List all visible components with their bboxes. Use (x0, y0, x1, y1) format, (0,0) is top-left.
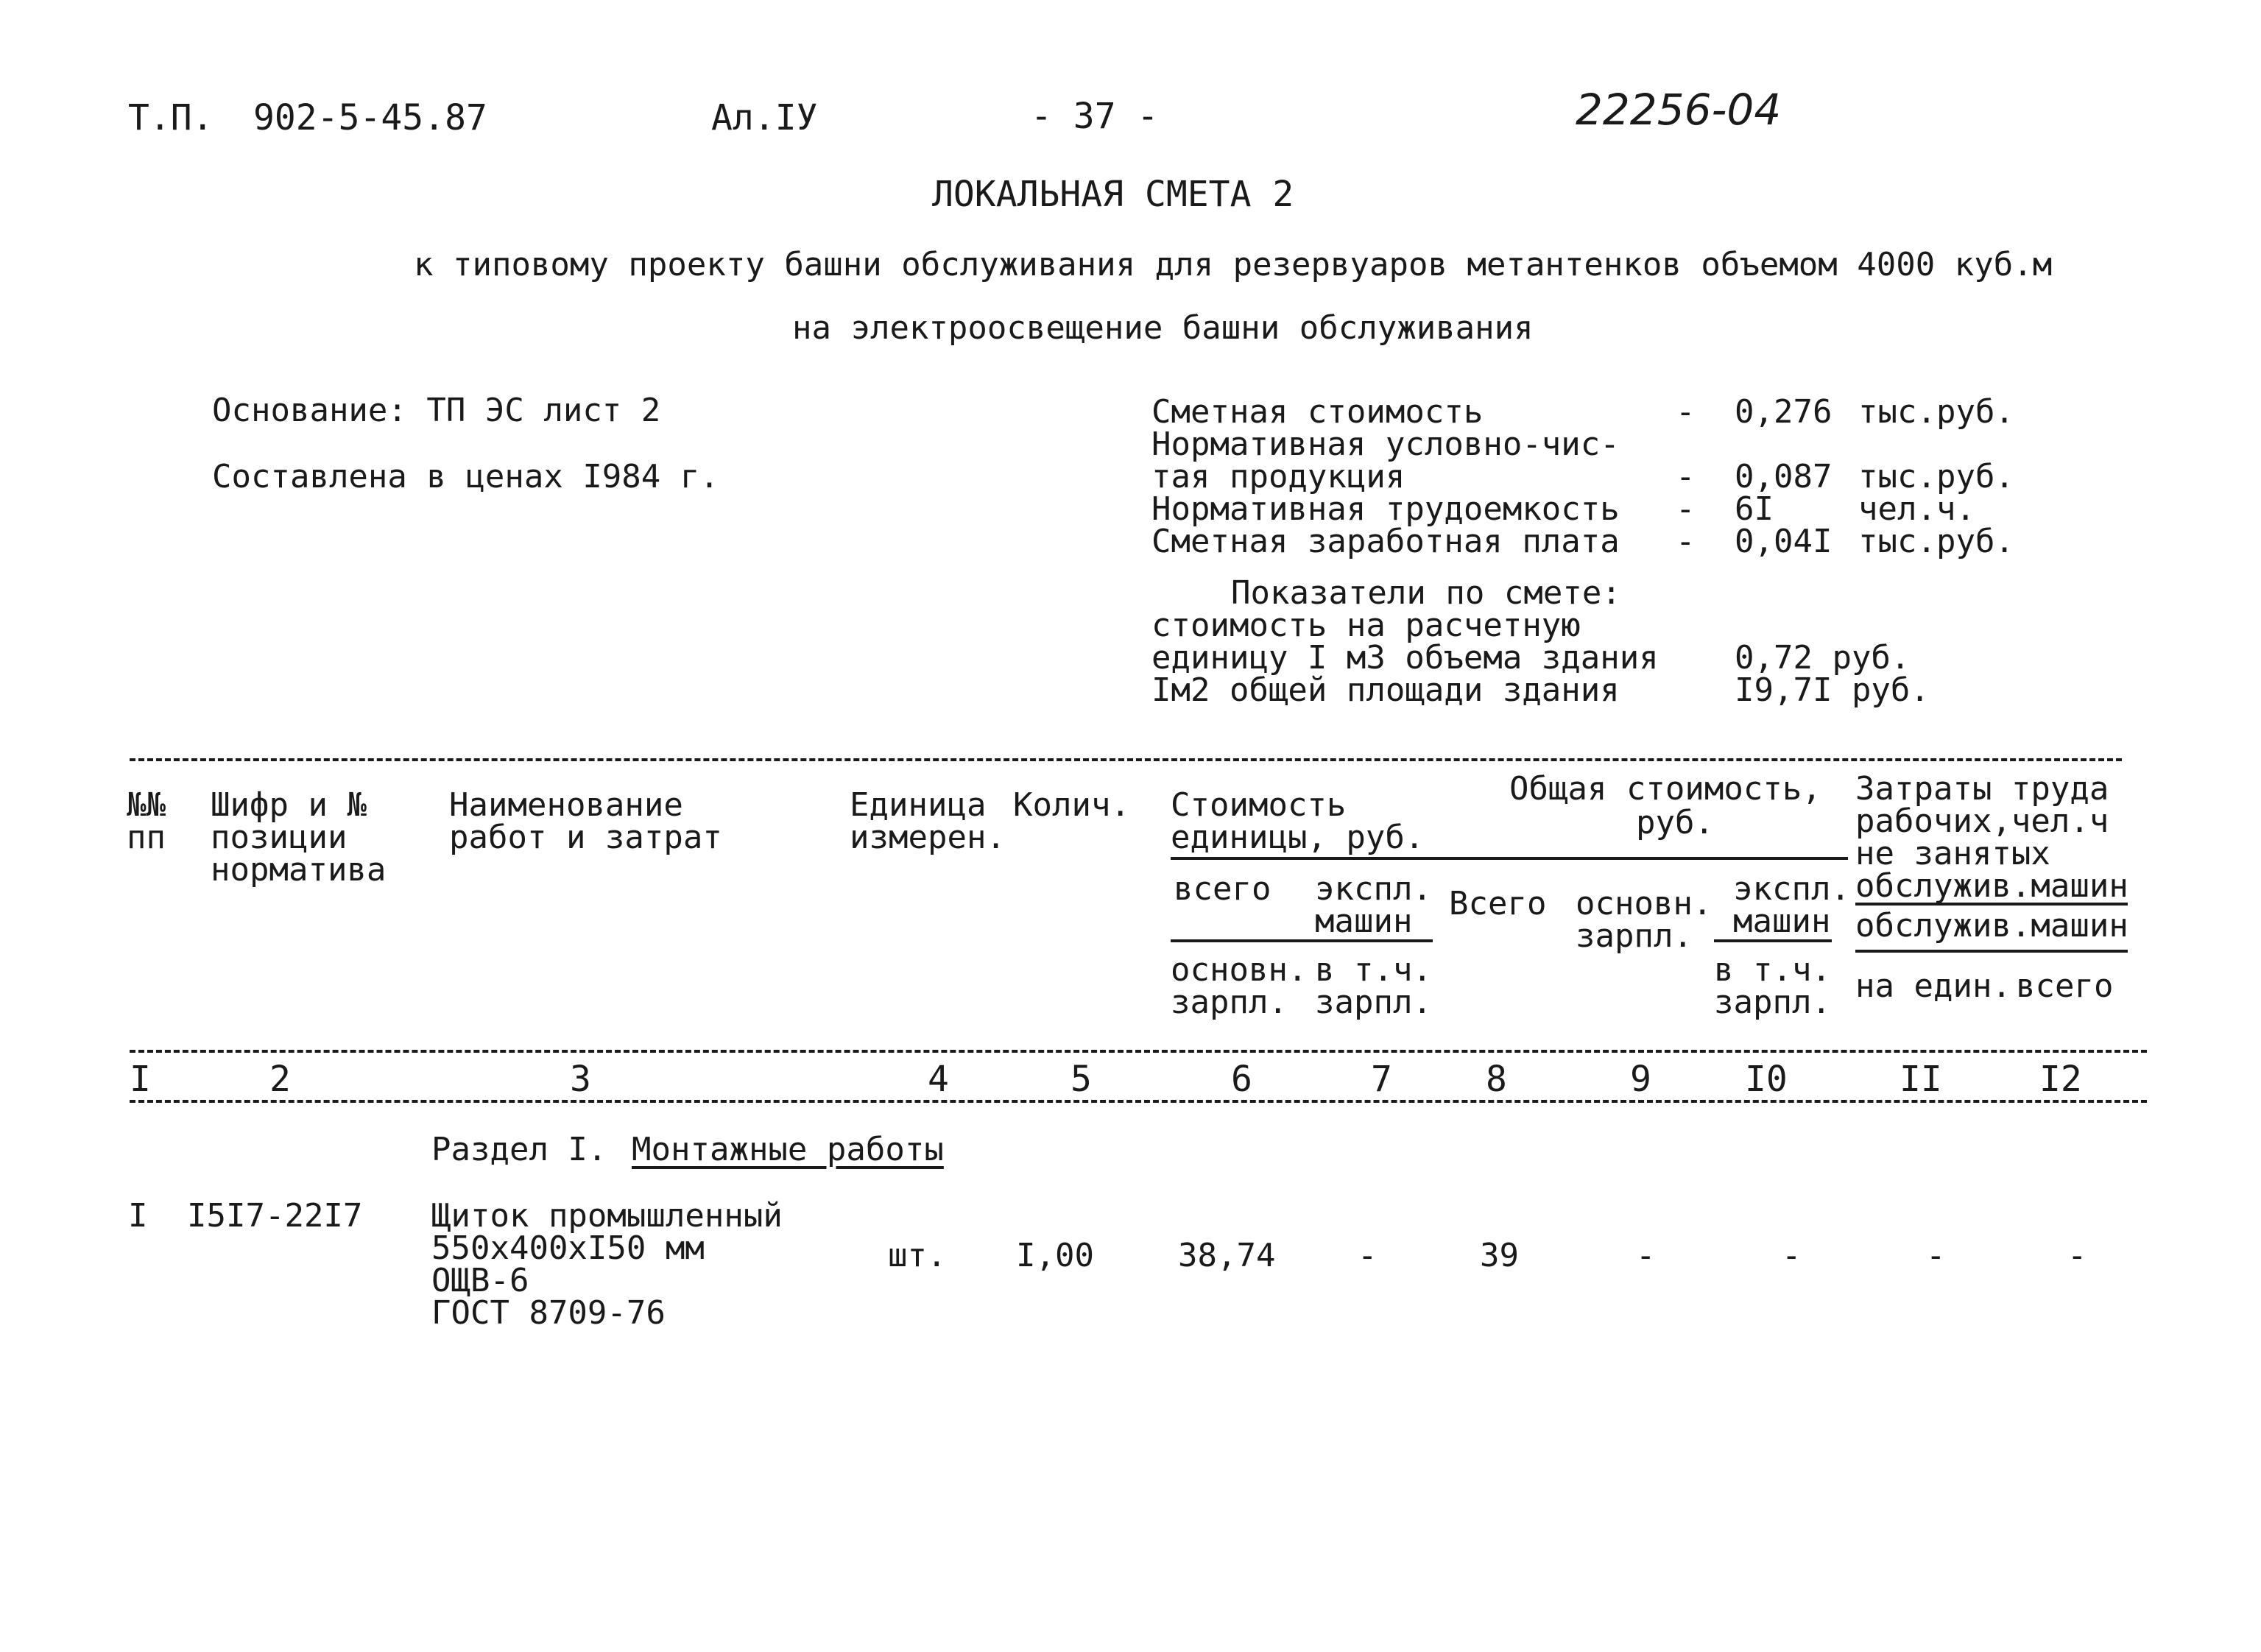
rule-unit-mach (1171, 939, 1433, 942)
per-unit-line2: единицу I м3 объема здания (1151, 639, 1659, 677)
page-title: ЛОКАЛЬНАЯ СМЕТА 2 (932, 174, 1294, 215)
row-total: 39 (1480, 1237, 1519, 1274)
column-number: I (130, 1059, 151, 1100)
header-col3: Наименование (449, 786, 683, 824)
per-unit-line3: Iм2 общей площади здания (1151, 671, 1620, 709)
header-labor: обслужив.машин (1855, 907, 2128, 945)
column-number: 5 (1070, 1059, 1092, 1100)
rule-labor-2 (1855, 950, 2128, 953)
header-labor-total: всего (2016, 967, 2114, 1005)
header-cost-unit-incl: зарпл. (1315, 984, 1432, 1021)
indicator-value: 0,04I (1735, 523, 1833, 560)
row-unit-cost: 38,74 (1178, 1237, 1276, 1274)
header-cost-unit: Стоимость (1171, 786, 1347, 824)
row-total-mach: - (1782, 1237, 1802, 1274)
header-project-number: 902-5-45.87 (253, 97, 487, 138)
header-labor-per-unit: на един. (1855, 967, 2011, 1005)
header-total-all: Всего (1449, 885, 1547, 922)
row-labor-total: - (2067, 1237, 2087, 1274)
indicator-value: 6I (1735, 490, 1774, 528)
row-name-line: Щиток промышленный (431, 1197, 783, 1235)
header-cost-unit-mach: экспл. (1315, 870, 1432, 908)
row-unit: шт. (888, 1237, 947, 1274)
column-number: 3 (570, 1059, 591, 1100)
header-labor: обслужив.машин (1855, 867, 2128, 905)
row-name-line: ГОСТ 8709-76 (431, 1294, 666, 1332)
column-numbers-top-rule (130, 1050, 2147, 1053)
header-cost-unit-total: всего (1174, 870, 1271, 908)
per-unit-line1: стоимость на расчетную (1151, 607, 1581, 644)
basis-text: Основание: ТП ЭС лист 2 (212, 392, 661, 429)
row-unit-mach: - (1358, 1237, 1378, 1274)
column-number: 8 (1486, 1059, 1507, 1100)
header-col3: работ и затрат (449, 819, 722, 856)
header-total-incl: зарпл. (1714, 984, 1831, 1021)
indicator-label: Нормативная условно-чис- (1151, 426, 1620, 463)
indicator-label: Сметная стоимость (1151, 393, 1484, 431)
table-top-rule (130, 758, 2122, 761)
indicator-value: 0,276 (1735, 393, 1833, 431)
rule-total-mach (1714, 939, 1832, 942)
header-col2: позиции (211, 819, 348, 856)
section-prefix: Раздел I. (431, 1131, 607, 1168)
indicator-dash: - (1676, 458, 1696, 495)
header-album: Ал.IУ (711, 97, 818, 138)
header-col2: норматива (211, 851, 387, 889)
title-subtitle: к типовому проекту башни обслуживания для резервуаров метантенков объемом 4000 куб.м (414, 246, 2053, 283)
price-basis-text: Составлена в ценах I984 г. (212, 458, 719, 495)
column-numbers-bottom-rule (130, 1100, 2147, 1103)
header-total-cost: руб. (1636, 804, 1714, 841)
header-col5: Колич. (1013, 786, 1130, 824)
column-number: I2 (2039, 1059, 2082, 1100)
indicator-value: 0,087 (1735, 458, 1833, 495)
row-name-line: ОЩВ-6 (431, 1262, 529, 1299)
rule-cost-unit (1171, 857, 1848, 860)
header-labor: рабочих,чел.ч (1855, 802, 2109, 840)
column-number: 6 (1231, 1059, 1252, 1100)
indicator-unit: чел.ч. (1858, 490, 1975, 528)
header-cost-unit-wage: основн. (1171, 951, 1308, 989)
header-total-incl: в т.ч. (1714, 951, 1831, 989)
header-labor: не занятых (1855, 835, 2050, 872)
section-title: Монтажные работы (632, 1131, 944, 1168)
per-unit-value2: I9,7I руб. (1735, 671, 1930, 709)
header-total-wage: основн. (1576, 885, 1712, 922)
column-number: II (1900, 1059, 1942, 1100)
row-code: I5I7-22I7 (187, 1197, 363, 1235)
header-labor: Затраты труда (1855, 770, 2109, 808)
header-cost-unit-wage: зарпл. (1171, 984, 1288, 1021)
header-total-mach: экспл. (1733, 870, 1850, 908)
header-total-mach: машин (1733, 903, 1831, 940)
per-unit-heading: Показатели по смете: (1231, 574, 1621, 612)
row-quantity: I,00 (1016, 1237, 1094, 1274)
indicator-label: тая продукция (1151, 458, 1405, 495)
indicator-label: Сметная заработная плата (1151, 523, 1620, 560)
title-purpose: на электроосвещение башни обслуживания (792, 309, 1534, 347)
header-col1: пп (127, 819, 166, 856)
indicator-unit: тыс.руб. (1858, 393, 2014, 431)
indicator-unit: тыс.руб. (1858, 458, 2014, 495)
indicator-dash: - (1676, 393, 1696, 431)
row-labor-unit: - (1926, 1237, 1946, 1274)
header-total-wage: зарпл. (1576, 917, 1693, 955)
header-col4: Единица (850, 786, 987, 824)
header-cost-unit: единицы, руб. (1171, 819, 1425, 856)
header-col1: №№ (127, 786, 166, 824)
header-cost-unit-mach: машин (1315, 903, 1413, 940)
header-total-cost: Общая стоимость, (1509, 770, 1821, 808)
indicator-dash: - (1676, 523, 1696, 560)
indicator-dash: - (1676, 490, 1696, 528)
indicator-unit: тыс.руб. (1858, 523, 2014, 560)
column-number: 9 (1630, 1059, 1651, 1100)
header-col4: измерен. (850, 819, 1006, 856)
row-number: I (128, 1197, 148, 1235)
row-total-wage: - (1636, 1237, 1656, 1274)
header-cost-unit-incl: в т.ч. (1315, 951, 1432, 989)
header-col2: Шифр и № (211, 786, 367, 824)
indicator-label: Нормативная трудоемкость (1151, 490, 1620, 528)
column-number: 4 (928, 1059, 949, 1100)
header-page-number: - 37 - (1031, 96, 1159, 137)
header-doc-number: 22256-04 (1576, 85, 1782, 135)
header-left-code: Т.П. (128, 97, 214, 138)
column-number: 7 (1371, 1059, 1392, 1100)
column-number: I0 (1745, 1059, 1788, 1100)
row-name-line: 550х400хI50 мм (431, 1229, 705, 1267)
rule-labor-1 (1855, 903, 2128, 906)
column-number: 2 (269, 1059, 291, 1100)
per-unit-value1: 0,72 руб. (1735, 639, 1911, 677)
